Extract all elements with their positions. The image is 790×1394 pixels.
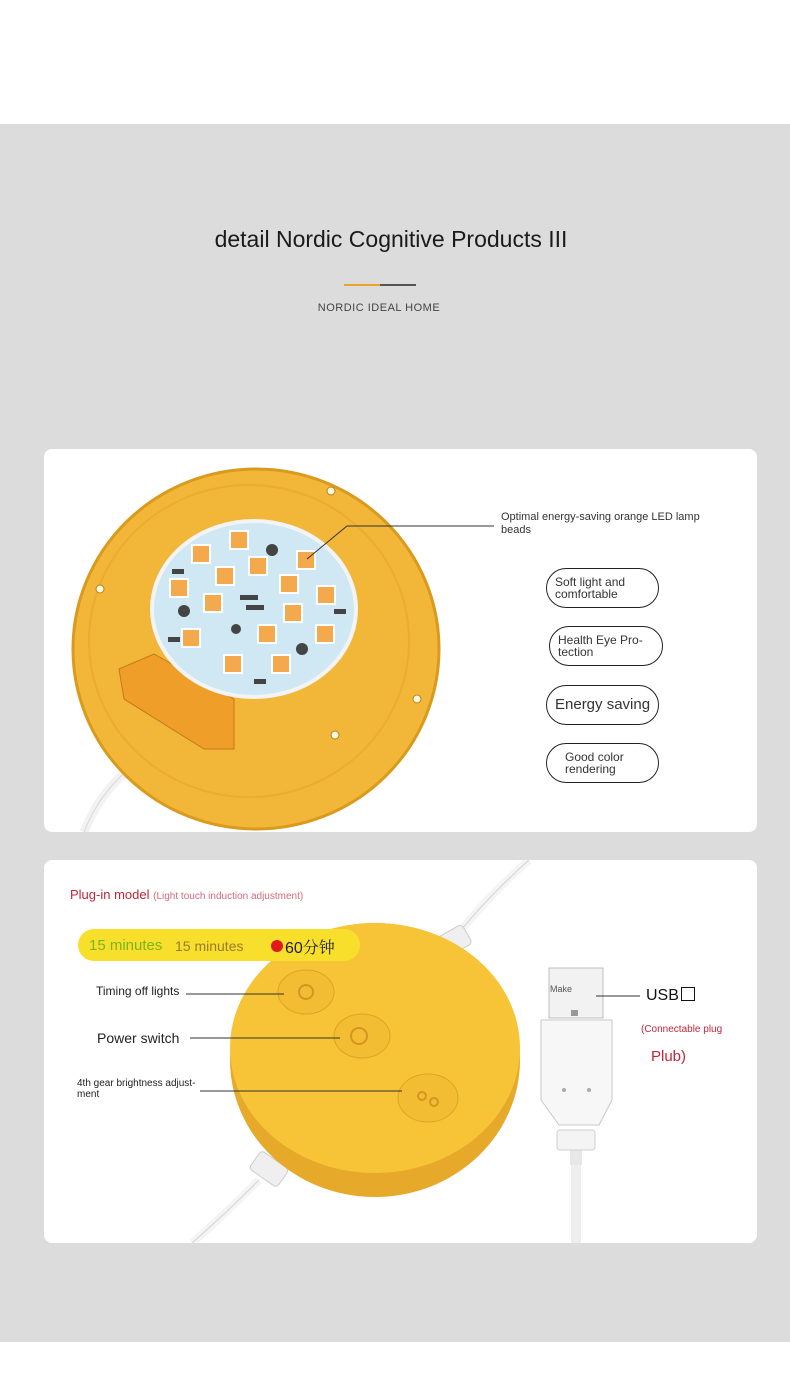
model-note-text: (Light touch induction adjustment) xyxy=(153,891,304,902)
box-icon xyxy=(681,987,695,1001)
feature-color-rendering: Good color rendering xyxy=(546,743,659,783)
usb-make-label: Make xyxy=(550,984,573,994)
timer-option-2: 15 minutes xyxy=(175,938,244,954)
feature-energy-saving: Energy saving xyxy=(546,685,659,725)
title-accent-dark xyxy=(380,284,416,286)
led-callout-text: Optimal energy-saving orange LED lamp beads xyxy=(501,511,700,536)
connectable-plug-text: (Connectable plug xyxy=(641,1024,723,1035)
feature-eye-protection: Health Eye Pro-tection xyxy=(549,626,663,666)
feature-soft-light: Soft light and comfortable xyxy=(546,568,659,608)
label-brightness: 4th gear brightness adjust-ment xyxy=(77,1078,196,1100)
plug-in-model-title xyxy=(70,887,303,902)
title-accent-orange xyxy=(344,284,380,286)
usb-label-text: USB xyxy=(646,987,679,1004)
timer-option-3: 60分钟 xyxy=(285,940,335,957)
usb-label xyxy=(646,987,695,1005)
plub-text: Plub) xyxy=(651,1048,687,1065)
label-power-switch: Power switch xyxy=(97,1030,180,1046)
timer-option-1: 15 minutes xyxy=(89,937,163,954)
page-subtitle: NORDIC IDEAL HOME xyxy=(317,302,441,314)
label-timing-off: Timing off lights xyxy=(96,984,180,998)
red-dot-icon xyxy=(271,940,283,952)
model-title-text: Plug-in model xyxy=(70,887,150,902)
page-title: detail Nordic Cognitive Products III xyxy=(214,226,568,252)
